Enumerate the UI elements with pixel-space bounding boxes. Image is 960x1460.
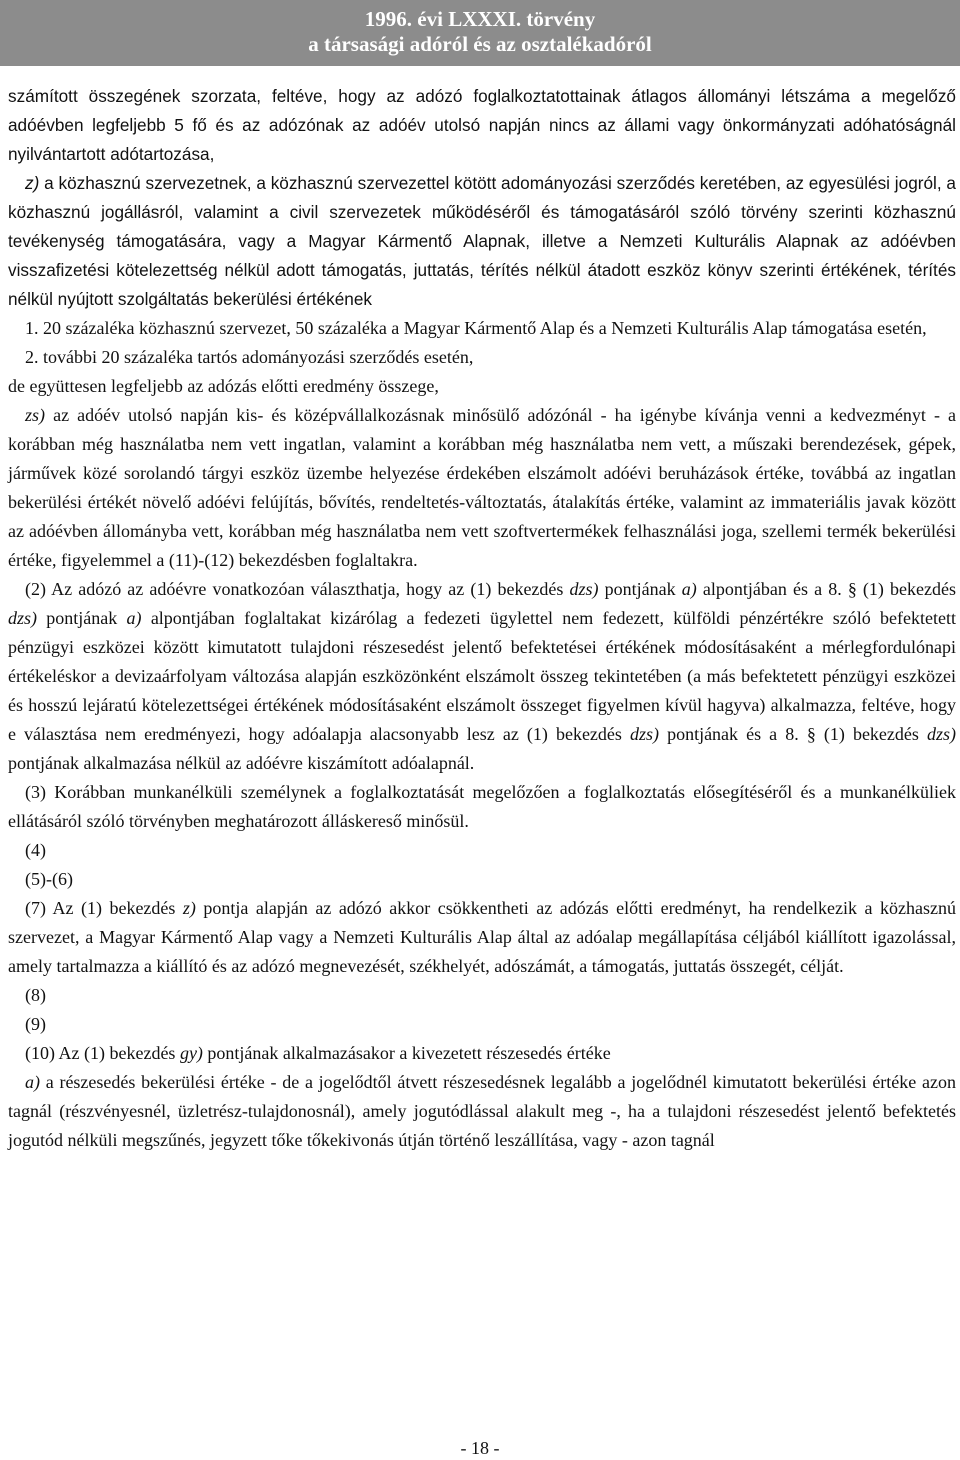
paragraph-9: (9): [25, 1014, 46, 1034]
paragraph-5-6: (5)-(6): [25, 869, 73, 889]
paragraph-8: (8): [25, 985, 46, 1005]
paragraph-3: (3) Korábban munkanélküli személynek a foglalkoztatását megelőzően a foglalkoztatás elősegítéséről és a munkanélküliek ellátásáról szóló törvényben meghatározott álláskereső minősül.: [8, 782, 956, 831]
paragraph-point-z: z) a közhasznú szervezetnek, a közhasznú szervezettel kötött adományozási szerződés keretében, az egyesülési jogról, a közhasznú jogállásról, valamint a civil szervezetek működéséről és támogatásáról szóló törvény szerinti közhasznú tevékenység támogatására, vagy a Magyar Kármentő Alapnak, illetve a Nemzeti Kulturális Alapnak az adóévben visszafizetési kötelezettség nélkül adott támogatás, juttatás, térítés nélkül átadott eszköz könyv szerinti értékének, térítés nélkül nyújtott szolgáltatás bekerülési értékének: [8, 173, 956, 309]
document-body: [8, 82, 956, 1155]
paragraph-point-zs: zs) az adóév utolsó napján kis- és középvállalkozásnak minősülő adózónál - ha igénybe kívánja venni a kedvezményt - a korábban még használatba nem vett ingatlan, valamint a korábban még használatba nem vett, a műszaki berendezések, gépek, járművek közé sorolandó tárgyi eszköz üzembe helyezése érdekében elszámolt adóévi beruházások értéke, továbbá az ingatlan bekerülési értékét növelő adóévi felújítás, bővítés, rendeltetés-változtatás, átalakítás értéke, valamint az immateriális javak között az adóévben állományba vett, korábban még használatba nem vett szoftvertermékek felhasználási joga, szellemi termék bekerülési értéke, figyelemmel a (11)-(12) bekezdésben foglaltakra.: [8, 405, 956, 570]
header-title: 1996. évi LXXXI. törvény: [364, 7, 596, 31]
list-item-2: 2. további 20 százaléka tartós adományozási szerződés esetén,: [25, 347, 474, 367]
paragraph-limit: de együttesen legfeljebb az adózás előtti eredmény összege,: [8, 376, 439, 396]
paragraph-10-a: a) a részesedés bekerülési értéke - de a jogelődtől átvett részesedésnek legalább a jogelődnél kimutatott bekerülési értéke azon tagnál (részvényesnél, üzletrész-tulajdonosnál), amely jogutódlással alakult meg -, ha a tulajdoni részesedést jelentő befektetés jogutód nélküli megszűnés, jegyzett tőke tőkekivonás útján történő leszállítása, vagy - azon tagnál: [8, 1072, 956, 1150]
list-item-1: 1. 20 százaléka közhasznú szervezet, 50 százaléka a Magyar Kármentő Alap és a Nemzeti Kulturális Alap támogatása esetén,: [25, 318, 927, 338]
header-subtitle: a társasági adóról és az osztalékadóról: [308, 32, 652, 56]
page-number: - 18 -: [460, 1438, 500, 1458]
paragraph-4: (4): [25, 840, 46, 860]
paragraph-10: (10) Az (1) bekezdés gy) pontjának alkalmazásakor a kivezetett részesedés értéke: [25, 1043, 611, 1063]
document-header: [0, 0, 960, 66]
paragraph-continuation: számított összegének szorzata, feltéve, hogy az adózó foglalkoztatottainak átlagos állományi létszáma a megelőző adóévben legfeljebb 5 fő és az adózónak az adóév utolsó napján nincs az állami vagy önkormányzati adóhatóságnál nyilvántartott adótartozása,: [8, 86, 956, 164]
paragraph-2: (2) Az adózó az adóévre vonatkozóan választhatja, hogy az (1) bekezdés dzs) pontjának a) alpontjában és a 8. § (1) bekezdés dzs) pontjának a) alpontjában foglaltakat kizárólag a fedezeti ügylettel nem fedezett, külföldi pénzértékre szóló befektetett pénzügyi eszközei között kimutatott tulajdoni részesedést jelentő befektetései értékének módosításaként a mérlegfordulónapi értékeléskor a devizaárfolyam változása alapján eszközönként elszámolt összeg tekintetében (a más befektetett pénzügyi eszközei és hosszú lejáratú kötelezettségei értékének módosításaként elszámolt összeget figyelmen kívül hagyva) alkalmazza, feltéve, hogy e választása nem eredményezi, hogy adóalapja alacsonyabb lesz az (1) bekezdés dzs) pontjának és a 8. § (1) bekezdés dzs) pontjának alkalmazása nélkül az adóévre kiszámított adóalapnál.: [8, 579, 957, 773]
paragraph-7: (7) Az (1) bekezdés z) pontja alapján az adózó akkor csökkentheti az adózás előtti eredményt, ha rendelkezik a közhasznú szervezet, a Magyar Kármentő Alap vagy a Nemzeti Kulturális Alap által az adóalap megállapítása céljából kiállított igazolással, amely tartalmazza a kiállító és az adózó megnevezését, székhelyét, adószámát, a támogatás, juttatás összegét, célját.: [8, 898, 956, 976]
